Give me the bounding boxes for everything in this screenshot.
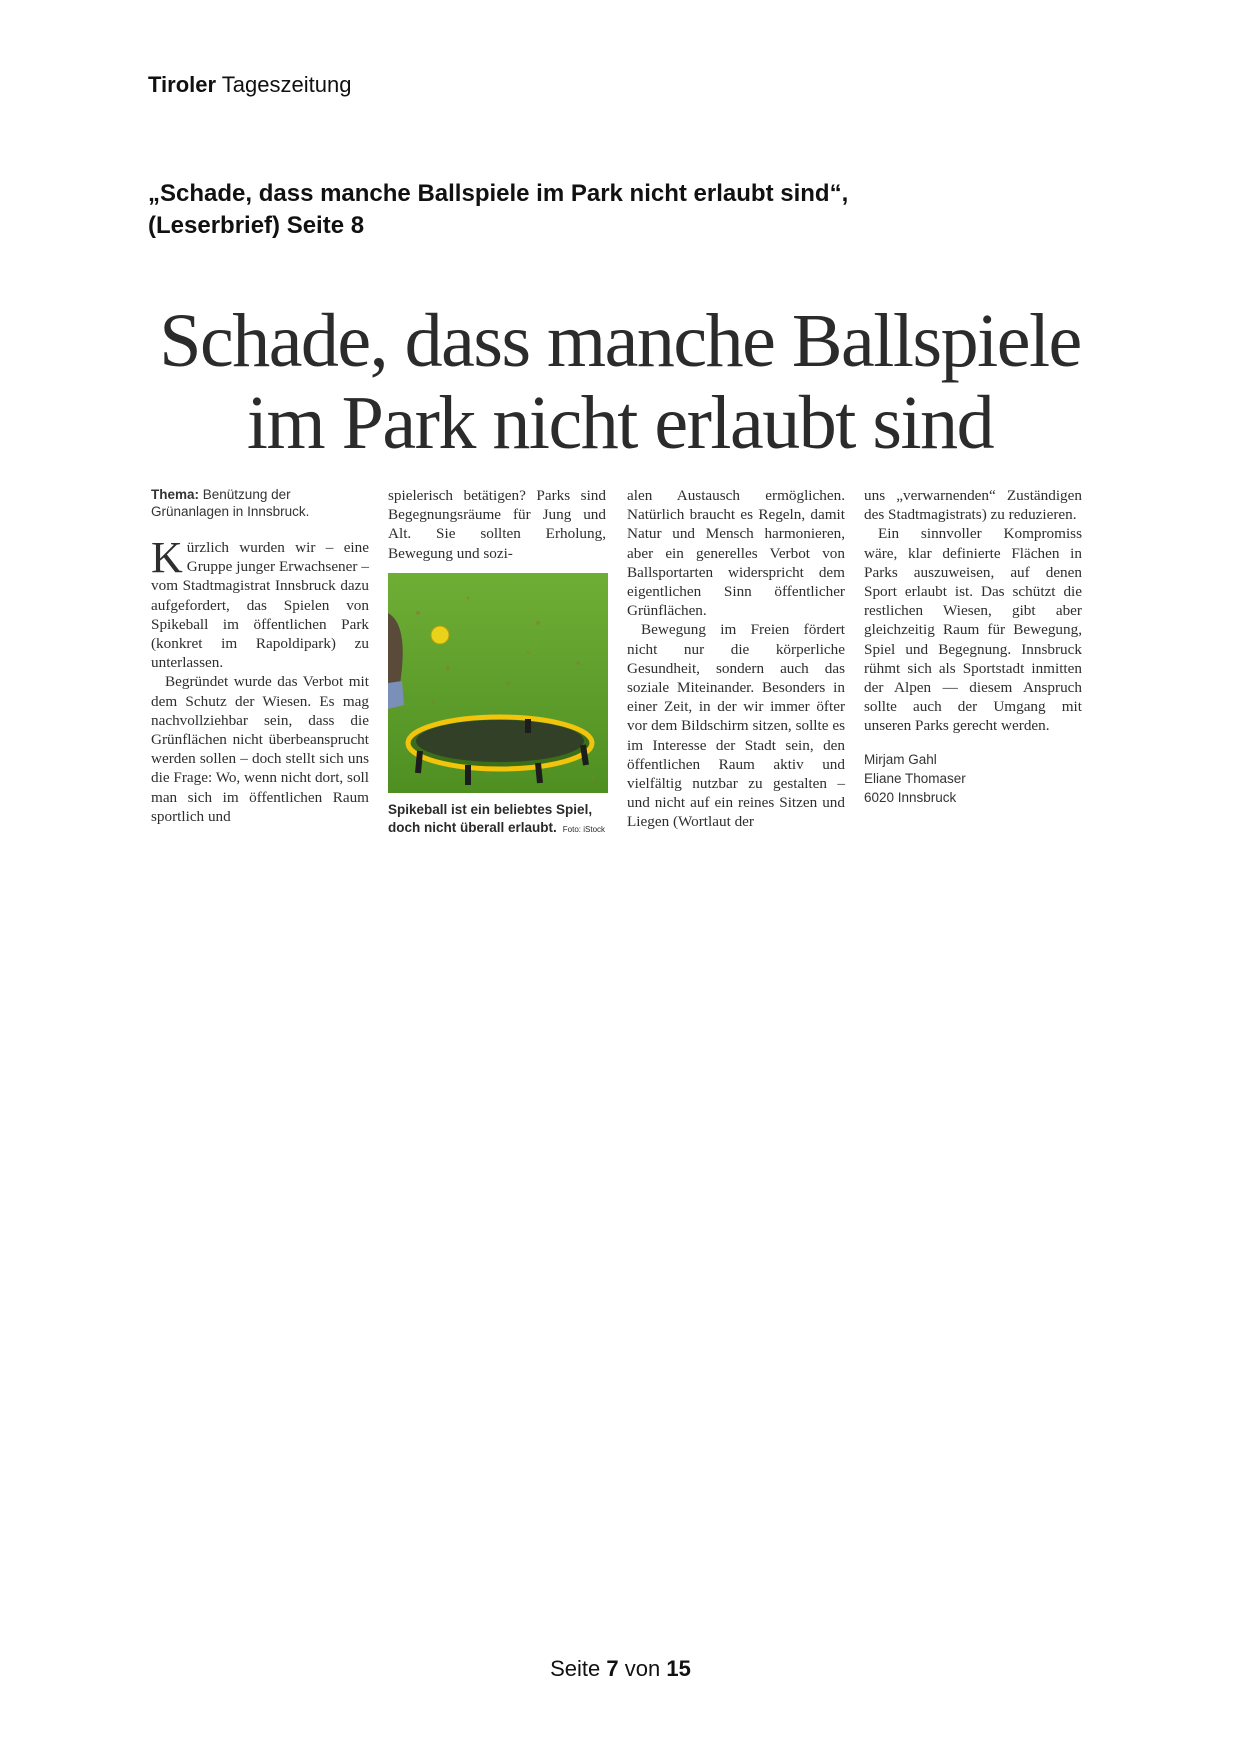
article-paragraph: Begründet wurde das Verbot mit dem Schutz der Wiesen. Es mag nachvollziehbar sein, dass die Grünflächen nicht überbeansprucht werden sollen – doch stellt sich uns die Frage: Wo, wenn nicht dort, soll man sich im öffentlichen Raum sportlich und	[151, 673, 369, 825]
article-paragraph	[151, 533, 369, 672]
paragraph-text: ürzlich wurden wir – eine Gruppe junger Erwachsener – vom Stadtmagistrat Innsbruck dazu aufgefordert, das Spielen von Spikeball im öffentlichen Park (konkret im Rapoldipark) zu unterlassen.	[151, 539, 369, 672]
article-headline	[140, 300, 1100, 464]
article-paragraph: spielerisch betätigen? Parks sind Begegnungsräume für Jung und Alt. Sie sollten Erholung, Bewegung und sozi-	[388, 487, 606, 562]
photo-caption	[388, 801, 606, 839]
source-brand-regular: Tageszeitung	[221, 72, 352, 97]
headline-line-2: im Park nicht erlaubt sind	[246, 381, 994, 465]
document-title-line-1: „Schade, dass manche Ballspiele im Park nicht erlaubt sind“,	[148, 180, 849, 207]
article-column-4	[864, 486, 1082, 807]
spikeball-photo	[388, 573, 608, 793]
thema-text: Benützung der Grünanlagen in Innsbruck.	[151, 487, 310, 519]
signature-location: 6020 Innsbruck	[864, 789, 957, 805]
drop-cap: K	[151, 533, 183, 582]
document-title-line-2: (Leserbrief) Seite 8	[148, 212, 365, 239]
caption-text: Spikeball ist ein beliebtes Spiel, doch nicht überall erlaubt.	[388, 801, 593, 835]
thema-line	[151, 486, 369, 520]
footer-total-pages: 15	[666, 1656, 691, 1681]
footer-prefix: Seite	[550, 1656, 601, 1681]
article-column-3	[627, 486, 845, 832]
newspaper-source	[148, 72, 351, 98]
thema-label: Thema:	[151, 487, 200, 502]
article-paragraph: Bewegung im Freien fördert nicht nur die körperliche Gesundheit, sondern auch das soziale Miteinander. Besonders in einer Zeit, in der wir immer öfter vor dem Bildschirm sitzen, sollte es im Interesse der Stadt sein, den öffentlichen Raum aktiv und vielfältig nutzbar zu gestalten – und nicht auf ein reines Sitzen und Liegen (Wortlaut der	[627, 621, 845, 831]
spikeball-photo-illustration	[388, 573, 608, 793]
source-brand-bold: Tiroler	[148, 72, 217, 97]
article-paragraph: alen Austausch ermöglichen. Natürlich braucht es Regeln, damit Natur und Mensch harmonieren, aber ein generelles Verbot von Ballsportarten widerspricht dem eigentlichen Sinn öffentlicher Grünflächen.	[627, 487, 845, 620]
page-footer	[0, 1656, 1241, 1682]
document-title	[148, 178, 1108, 242]
headline-line-1: Schade, dass manche Ballspiele	[159, 299, 1081, 383]
signature-name-1: Mirjam Gahl	[864, 751, 937, 767]
footer-middle: von	[624, 1656, 661, 1681]
footer-page-number: 7	[606, 1656, 619, 1681]
letter-signature	[864, 750, 1082, 807]
article-column-2	[388, 486, 606, 839]
article-paragraph: Ein sinnvoller Kompromiss wäre, klar definierte Flächen in Parks auszuweisen, auf denen Sport erlaubt ist. Das schützt die restlichen Wiesen, gibt aber gleichzeitig Raum für Bewegung, Spiel und Begegnung. Innsbruck rühmt sich als Sportstadt inmitten der Alpen — diesem Anspruch sollte auch der Umgang mit unseren Parks gerecht werden.	[864, 525, 1082, 735]
photo-credit: Foto: iStock	[562, 824, 606, 834]
signature-name-2: Eliane Thomaser	[864, 770, 966, 786]
article-paragraph: uns „verwarnenden“ Zuständigen des Stadtmagistrats) zu reduzieren.	[864, 487, 1082, 524]
article-column-1	[151, 486, 369, 826]
